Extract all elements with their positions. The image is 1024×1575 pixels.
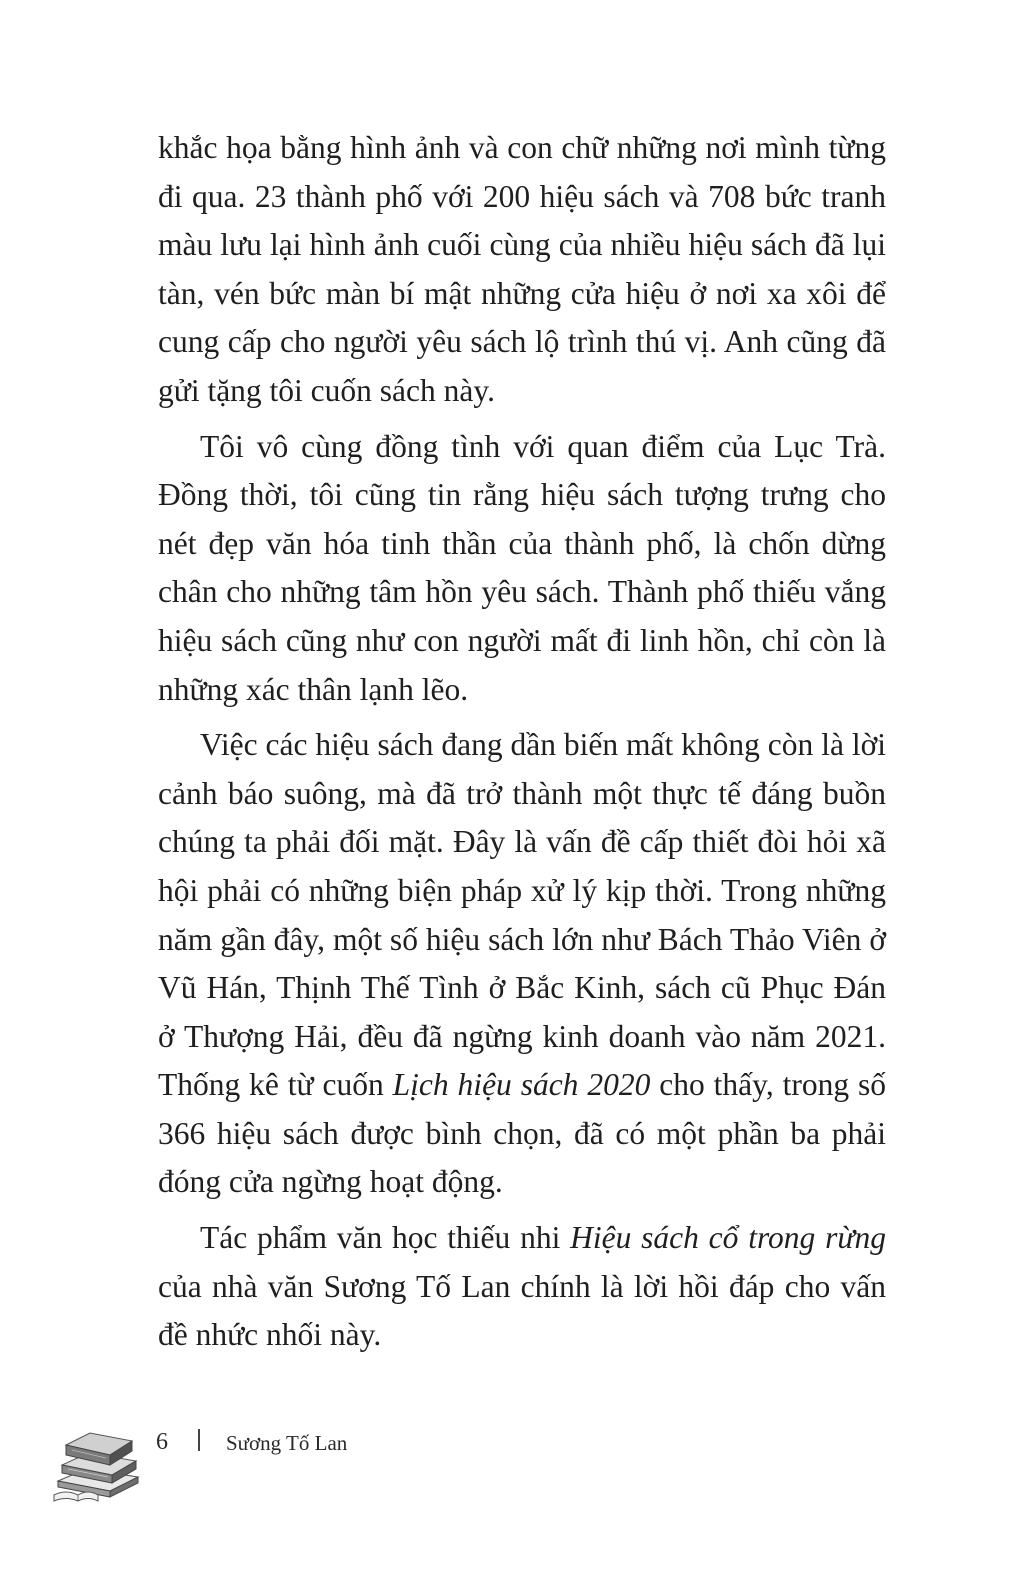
paragraph	[158, 721, 886, 1207]
paragraph	[158, 124, 886, 416]
text-run: khắc họa bằng hình ảnh và con chữ những nơi mình từng đi qua. 23 thành phố với 200 hiệu sách và 708 bức tranh màu lưu lại hình ảnh cuối cùng của nhiều hiệu sách đã lụi tàn, vén bức màn bí mật những cửa hiệu ở nơi xa xôi để cung cấp cho người yêu sách lộ trình thú vị. Anh cũng đã gửi tặng tôi cuốn sách này.	[158, 130, 886, 408]
text-run: Tôi vô cùng đồng tình với quan điểm của Lục Trà. Đồng thời, tôi cũng tin rằng hiệu sách tượng trưng cho nét đẹp văn hóa tinh thần của thành phố, là chốn dừng chân cho những tâm hồn yêu sách. Thành phố thiếu vắng hiệu sách cũng như con người mất đi linh hồn, chỉ còn là những xác thân lạnh lẽo.	[158, 428, 886, 707]
text-run: của nhà văn Sương Tố Lan chính là lời hồi đáp cho vấn đề nhức nhối này.	[158, 1268, 886, 1353]
book-stack-icon	[52, 1415, 142, 1505]
text-run: Việc các hiệu sách đang dần biến mất không còn là lời cảnh báo suông, mà đã trở thành một thực tế đáng buồn chúng ta phải đối mặt. Đây là vấn đề cấp thiết đòi hỏi xã hội phải có những biện pháp xử lý kịp thời. Trong những năm gần đây, một số hiệu sách lớn như Bách Thảo Viên ở Vũ Hán, Thịnh Thế Tình ở Bắc Kinh, sách cũ Phục Đán ở Thượng Hải, đều đã ngừng kinh doanh vào năm 2021. Thống kê từ cuốn	[158, 727, 886, 1103]
page-footer	[0, 1405, 1024, 1515]
body-text	[158, 124, 886, 1360]
italic-book-title: Hiệu sách cổ trong rừng	[570, 1220, 887, 1256]
paragraph	[158, 1214, 886, 1360]
footer-divider	[198, 1429, 200, 1451]
page-number: 6	[156, 1429, 168, 1455]
text-run: cho thấy, trong số 366 hiệu sách được bình chọn, đã có một phần ba phải đóng cửa ngừng hoạt động.	[158, 1067, 887, 1200]
italic-book-title: Lịch hiệu sách 2020	[392, 1067, 651, 1103]
paragraph	[158, 423, 886, 715]
text-run: Tác phẩm văn học thiếu nhi	[200, 1220, 571, 1256]
author-name: Sương Tố Lan	[226, 1431, 348, 1455]
